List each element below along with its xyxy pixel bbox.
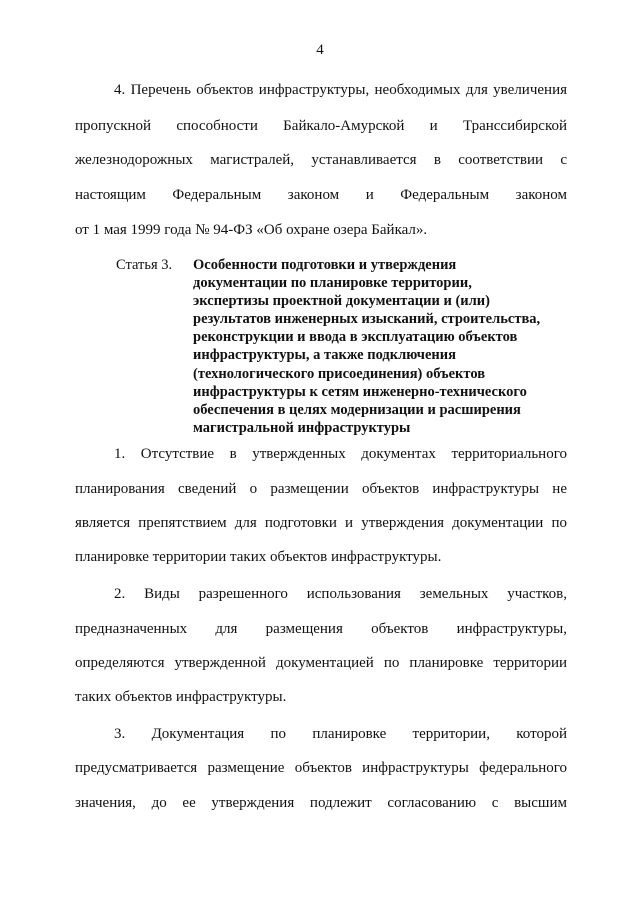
article-title-line: инфраструктуры к сетям инженерно-технического [193,383,527,400]
text-line: таких объектов инфраструктуры. [75,689,287,705]
article-title-line: Особенности подготовки и утверждения [193,257,457,273]
text-line: железнодорожных магистралей, устанавливается в соответствии с [75,152,567,168]
text-line: 2. Виды разрешенного использования земельных участков, [114,586,567,602]
article-title-line: магистральной инфраструктуры [193,419,411,436]
text-line: 1. Отсутствие в утвержденных документах территориального [114,446,567,462]
text-line: планирования сведений о размещении объектов инфраструктуры не [75,481,567,497]
text-line: определяются утвержденной документацией по планировке территории [75,655,567,671]
article-title-line: результатов инженерных изысканий, строительства, [193,311,541,328]
article-title-line: документации по планировке территории, [193,275,472,292]
text-line: предусматривается размещение объектов инфраструктуры федерального [75,760,567,776]
article-label: Статья 3. [116,257,173,273]
page-number: 4 [316,42,324,58]
article-title-line: обеспечения в целях модернизации и расширения [193,401,521,418]
text-line: предназначенных для размещения объектов инфраструктуры, [75,621,567,637]
article-title [193,256,573,437]
text-line: является препятствием для подготовки и утверждения документации по [75,515,567,531]
text-line: 4. Перечень объектов инфраструктуры, необходимых для увеличения [114,82,567,98]
text-line: пропускной способности Байкало-Амурской и Транссибирской [75,118,567,134]
text-line: от 1 мая 1999 года № 94-ФЗ «Об охране озера Байкал». [75,222,428,238]
article-title-line: инфраструктуры, а также подключения [193,347,456,364]
text-line: планировке территории таких объектов инфраструктуры. [75,549,442,565]
text-line: значения, до ее утверждения подлежит согласованию с высшим [75,795,567,811]
text-line: 3. Документация по планировке территории, которой [114,726,567,742]
article-title-line: реконструкции и ввода в эксплуатацию объектов [193,329,518,346]
text-line: настоящим Федеральным законом и Федеральным законом [75,187,567,203]
article-title-line: экспертизы проектной документации и (или) [193,293,490,310]
article-title-line: (технологического присоединения) объектов [193,365,486,382]
